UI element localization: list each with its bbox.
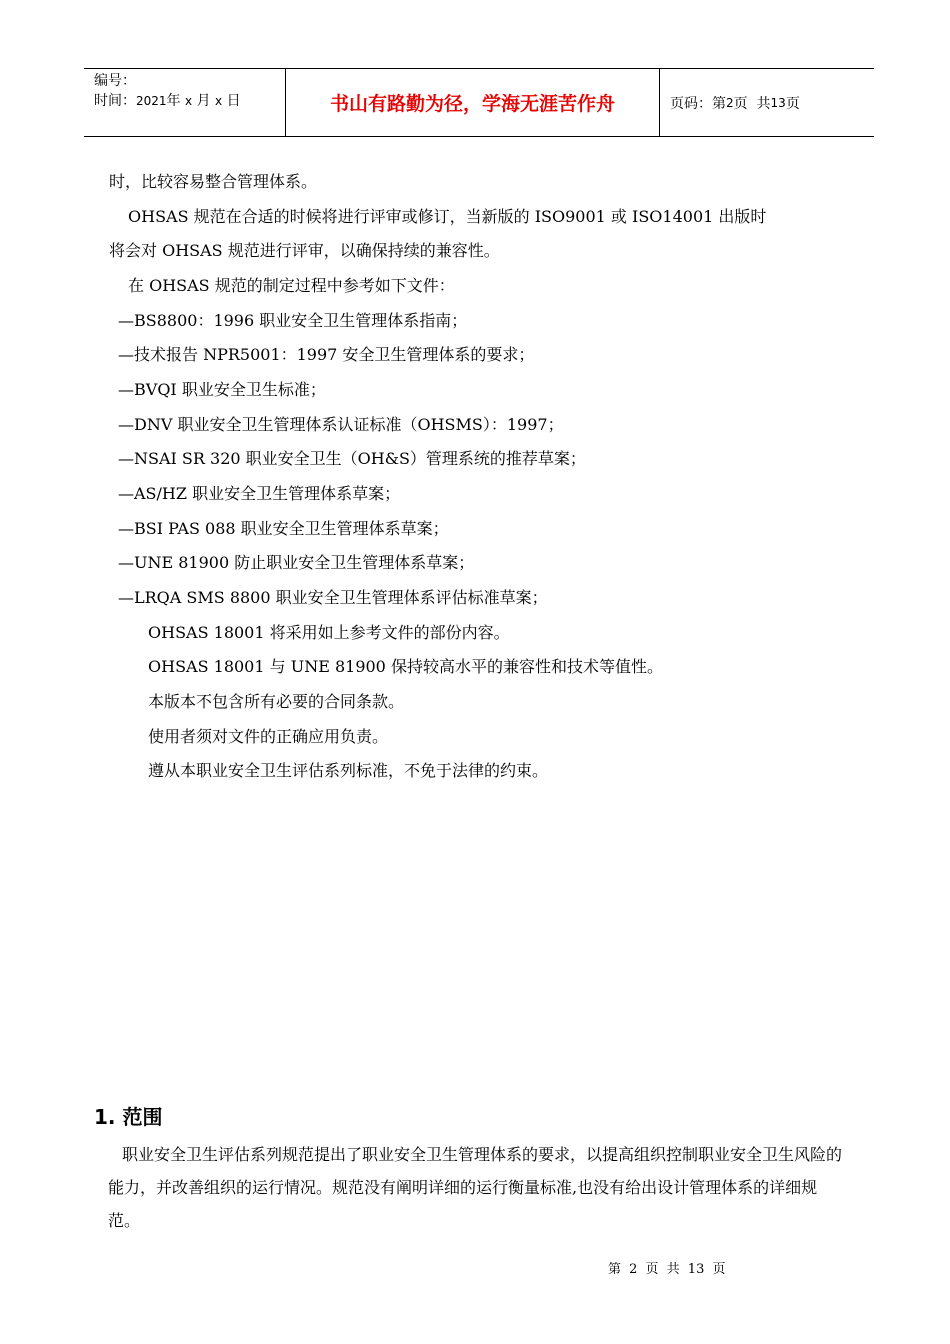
total-pages: 13 [770, 95, 786, 110]
header-page-info [660, 69, 874, 136]
total-label: 共 [756, 95, 771, 112]
total-unit: 页 [785, 95, 800, 112]
list-item: —UNE 81900 防止职业安全卫生管理体系草案； [118, 553, 475, 572]
number-label: 编号： [94, 73, 136, 89]
page-num: 2 [726, 95, 734, 110]
body-line: 使用者须对文件的正确应用负责。 [148, 727, 389, 746]
section-paragraph: 职业安全卫生评估系列规范提出了职业安全卫生管理体系的要求，以提高组织控制职业安全卫生风险的能力，并改善组织的运行情况。规范没有阐明详细的运行衡量标准,也没有给出设计管理体系的详细规范。 [108, 1145, 843, 1230]
body-line: 将会对 OHSAS 规范进行评审，以确保持续的兼容性。 [109, 241, 500, 260]
year: 2021 [136, 94, 167, 108]
list-item: —DNV 职业安全卫生管理体系认证标准（OHSMS）：1997； [118, 415, 564, 434]
body-line: 在 OHSAS 规范的制定过程中参考如下文件： [128, 276, 455, 295]
page-header [84, 68, 874, 137]
body-line: OHSAS 规范在合适的时候将进行评审或修订，当新版的 ISO9001 或 ISO14001 出版时 [128, 207, 767, 226]
page-footer: 第 2 页 共 13 页 [608, 1262, 726, 1277]
body-line: OHSAS 18001 与 UNE 81900 保持较高水平的兼容性和技术等值性。 [148, 657, 663, 676]
list-item: —NSAI SR 320 职业安全卫生（OH&S）管理系统的推荐草案； [118, 449, 586, 468]
body-line: 本版本不包含所有必要的合同条款。 [148, 692, 405, 711]
month: x [185, 94, 193, 108]
year-unit: 年 [166, 93, 181, 109]
day-unit: 日 [226, 93, 241, 109]
body-line: 遵从本职业安全卫生评估系列标准，不免于法律的约束。 [148, 761, 549, 780]
list-item: —技术报告 NPR5001：1997 安全卫生管理体系的要求； [118, 345, 535, 364]
list-item: —BVQI 职业安全卫生标准； [118, 380, 326, 399]
time-label: 时间： [94, 93, 136, 109]
header-motto: 书山有路勤为径，学海无涯苦作舟 [286, 69, 660, 136]
time-line [94, 91, 285, 111]
page-label: 页码：第 [670, 95, 726, 112]
body-line: OHSAS 18001 将采用如上参考文件的部份内容。 [148, 623, 510, 642]
header-info-cell [84, 69, 286, 136]
list-item: —BSI PAS 088 职业安全卫生管理体系草案； [118, 519, 449, 538]
list-item: —BS8800：1996 职业安全卫生管理体系指南； [118, 311, 468, 330]
section-heading: 1. 范围 [94, 1105, 163, 1129]
page-unit: 页 [733, 95, 748, 112]
body-line: 时，比较容易整合管理体系。 [109, 172, 318, 191]
day: x [215, 94, 223, 108]
list-item: —LRQA SMS 8800 职业安全卫生管理体系评估标准草案； [118, 588, 548, 607]
list-item: —AS/HZ 职业安全卫生管理体系草案； [118, 484, 401, 503]
month-unit: 月 [196, 93, 211, 109]
